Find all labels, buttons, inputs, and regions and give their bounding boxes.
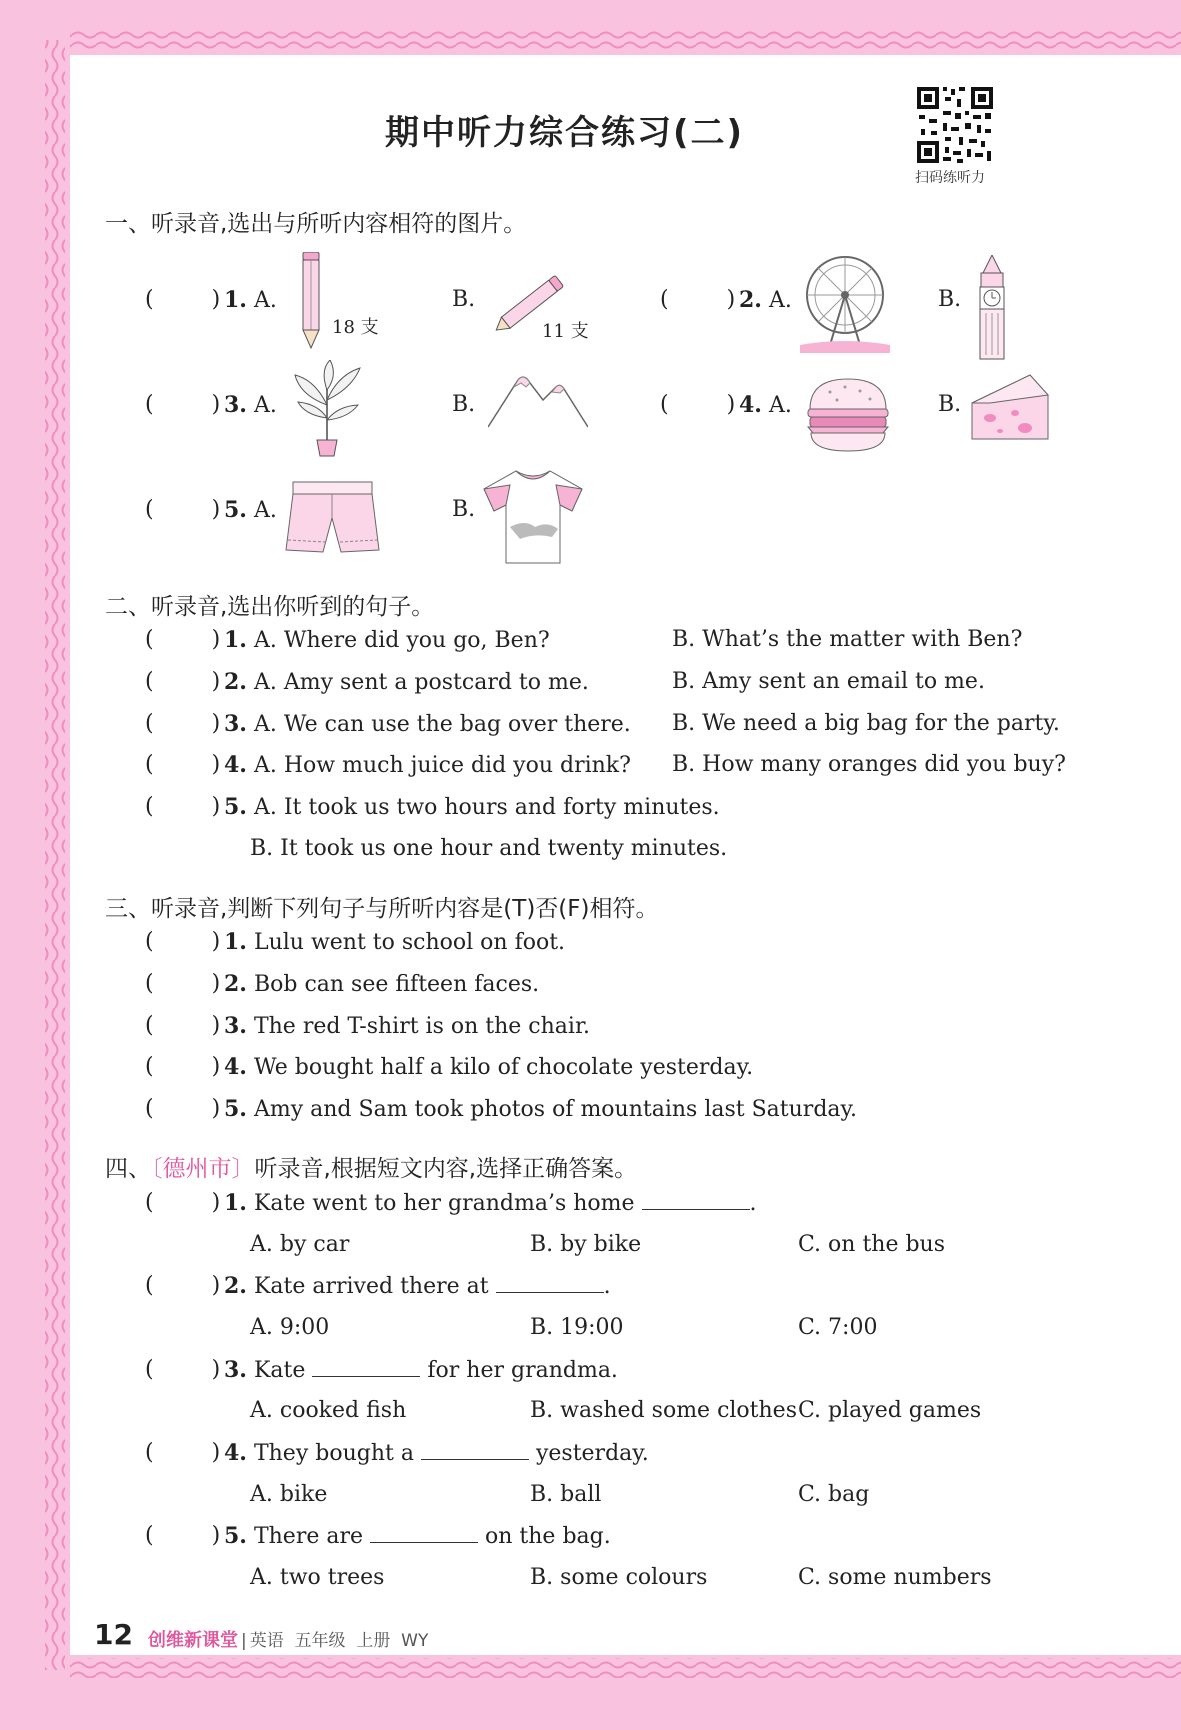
footer-separator: |: [241, 1631, 247, 1651]
fill-blank-question: 1. Kate went to her grandma’s home .: [224, 1190, 757, 1216]
fill-blank-question: 4. They bought a yesterday.: [224, 1440, 649, 1466]
choice-c: C. some numbers: [798, 1565, 992, 1590]
question-label: 3. A.: [224, 392, 277, 418]
choice-a: A. by car: [250, 1232, 350, 1257]
answer-paren: ( ): [145, 794, 221, 819]
answer-paren: ( ): [145, 497, 221, 522]
sentence-option-b: B. How many oranges did you buy?: [672, 752, 1066, 777]
blank-line: [370, 1524, 478, 1543]
hamburger-icon: [805, 377, 891, 455]
option-b-label: B.: [938, 287, 962, 312]
answer-paren: ( ): [145, 392, 221, 417]
pencil-count-caption: 11 支: [542, 321, 589, 342]
choice-b: B. 19:00: [530, 1315, 624, 1340]
shorts-icon: [285, 480, 380, 556]
question-label: 5. A.: [224, 497, 277, 523]
sentence-option-a: 4. A. How much juice did you drink?: [224, 752, 631, 778]
blank-line: [642, 1191, 750, 1210]
section-1-heading: 一、听录音,选出与所听内容相符的图片。: [105, 211, 527, 237]
section-2-heading: 二、听录音,选出你听到的句子。: [105, 594, 435, 620]
choice-c: C. played games: [798, 1398, 982, 1423]
answer-paren: ( ): [145, 1096, 221, 1121]
qr-code-icon[interactable]: [915, 85, 995, 165]
section-3-heading: 三、听录音,判断下列句子与所听内容是(T)否(F)相符。: [105, 896, 659, 922]
answer-paren: ( ): [145, 711, 221, 736]
pencil-icon: [300, 252, 322, 350]
answer-paren: ( ): [145, 1013, 221, 1038]
blank-line: [312, 1358, 420, 1377]
sentence-option-a: 2. A. Amy sent a postcard to me.: [224, 669, 589, 695]
answer-paren: ( ): [145, 1054, 221, 1079]
plant-icon: [290, 360, 365, 460]
answer-paren: ( ): [660, 392, 736, 417]
fill-blank-question: 5. There are on the bag.: [224, 1523, 611, 1549]
choice-c: C. 7:00: [798, 1315, 878, 1340]
blank-line: [496, 1274, 604, 1293]
sentence-option-b: B. Amy sent an email to me.: [672, 669, 985, 694]
sentence-option-a: 1. A. Where did you go, Ben?: [224, 627, 550, 653]
choice-b: B. some colours: [530, 1565, 708, 1590]
answer-paren: ( ): [145, 669, 221, 694]
choice-a: A. 9:00: [250, 1315, 330, 1340]
brand-name: 创维新课堂: [148, 1630, 238, 1651]
answer-paren: ( ): [145, 1190, 221, 1215]
tshirt-icon: [480, 467, 586, 567]
option-b-label: B.: [938, 392, 962, 417]
choice-c: C. bag: [798, 1482, 870, 1507]
answer-paren: ( ): [145, 1273, 221, 1298]
answer-paren: ( ): [145, 752, 221, 777]
fill-blank-question: 2. Kate arrived there at .: [224, 1273, 611, 1299]
answer-paren: ( ): [145, 929, 221, 954]
page-number: 12: [94, 1618, 133, 1651]
clock-tower-icon: [975, 255, 1009, 360]
answer-paren: ( ): [660, 287, 736, 312]
true-false-statement: 5. Amy and Sam took photos of mountains last Saturday.: [224, 1096, 858, 1122]
pencil-count-caption: 18 支: [332, 317, 379, 338]
choice-b: B. ball: [530, 1482, 602, 1507]
ferris-wheel-icon: [800, 253, 890, 353]
question-label: 4. A.: [739, 392, 792, 418]
answer-paren: ( ): [145, 971, 221, 996]
sentence-option-a: 5. A. It took us two hours and forty minutes.: [224, 794, 720, 820]
question-label: 2. A.: [739, 287, 792, 313]
blank-line: [421, 1441, 529, 1460]
choice-b: B. washed some clothes: [530, 1398, 797, 1423]
cheese-icon: [970, 373, 1050, 443]
footer-info: [148, 1626, 428, 1652]
option-b-label: B.: [452, 287, 476, 312]
choice-a: A. two trees: [250, 1565, 385, 1590]
sentence-option-a: 3. A. We can use the bag over there.: [224, 711, 631, 737]
true-false-statement: 2. Bob can see fifteen faces.: [224, 971, 540, 997]
qr-label: 扫码练听力: [915, 170, 985, 186]
book-meta: 英语 五年级 上册 WY: [249, 1631, 429, 1651]
answer-paren: ( ): [145, 1523, 221, 1548]
question-label: 1. A.: [224, 287, 277, 313]
mountain-icon: [488, 365, 588, 435]
page-title: 期中听力综合练习(二): [385, 113, 745, 153]
section-4-heading: 四、〔德州市〕听录音,根据短文内容,选择正确答案。: [105, 1156, 638, 1182]
true-false-statement: 4. We bought half a kilo of chocolate yesterday.: [224, 1054, 754, 1080]
choice-a: A. cooked fish: [250, 1398, 407, 1423]
sentence-option-b: B. We need a big bag for the party.: [672, 711, 1060, 736]
answer-paren: ( ): [145, 627, 221, 652]
option-b-label: B.: [452, 392, 476, 417]
choice-c: C. on the bus: [798, 1232, 946, 1257]
answer-paren: ( ): [145, 1440, 221, 1465]
true-false-statement: 1. Lulu went to school on foot.: [224, 929, 566, 955]
sentence-option-b: B. What’s the matter with Ben?: [672, 627, 1023, 652]
true-false-statement: 3. The red T-shirt is on the chair.: [224, 1013, 591, 1039]
choice-b: B. by bike: [530, 1232, 642, 1257]
answer-paren: ( ): [145, 287, 221, 312]
worksheet-page: [70, 55, 1181, 1655]
answer-paren: ( ): [145, 1357, 221, 1382]
option-b-label: B.: [452, 497, 476, 522]
fill-blank-question: 3. Kate for her grandma.: [224, 1357, 618, 1383]
region-tag: 〔德州市〕: [151, 1156, 255, 1182]
choice-a: A. bike: [250, 1482, 328, 1507]
sentence-option-b: B. It took us one hour and twenty minutes.: [250, 836, 728, 861]
